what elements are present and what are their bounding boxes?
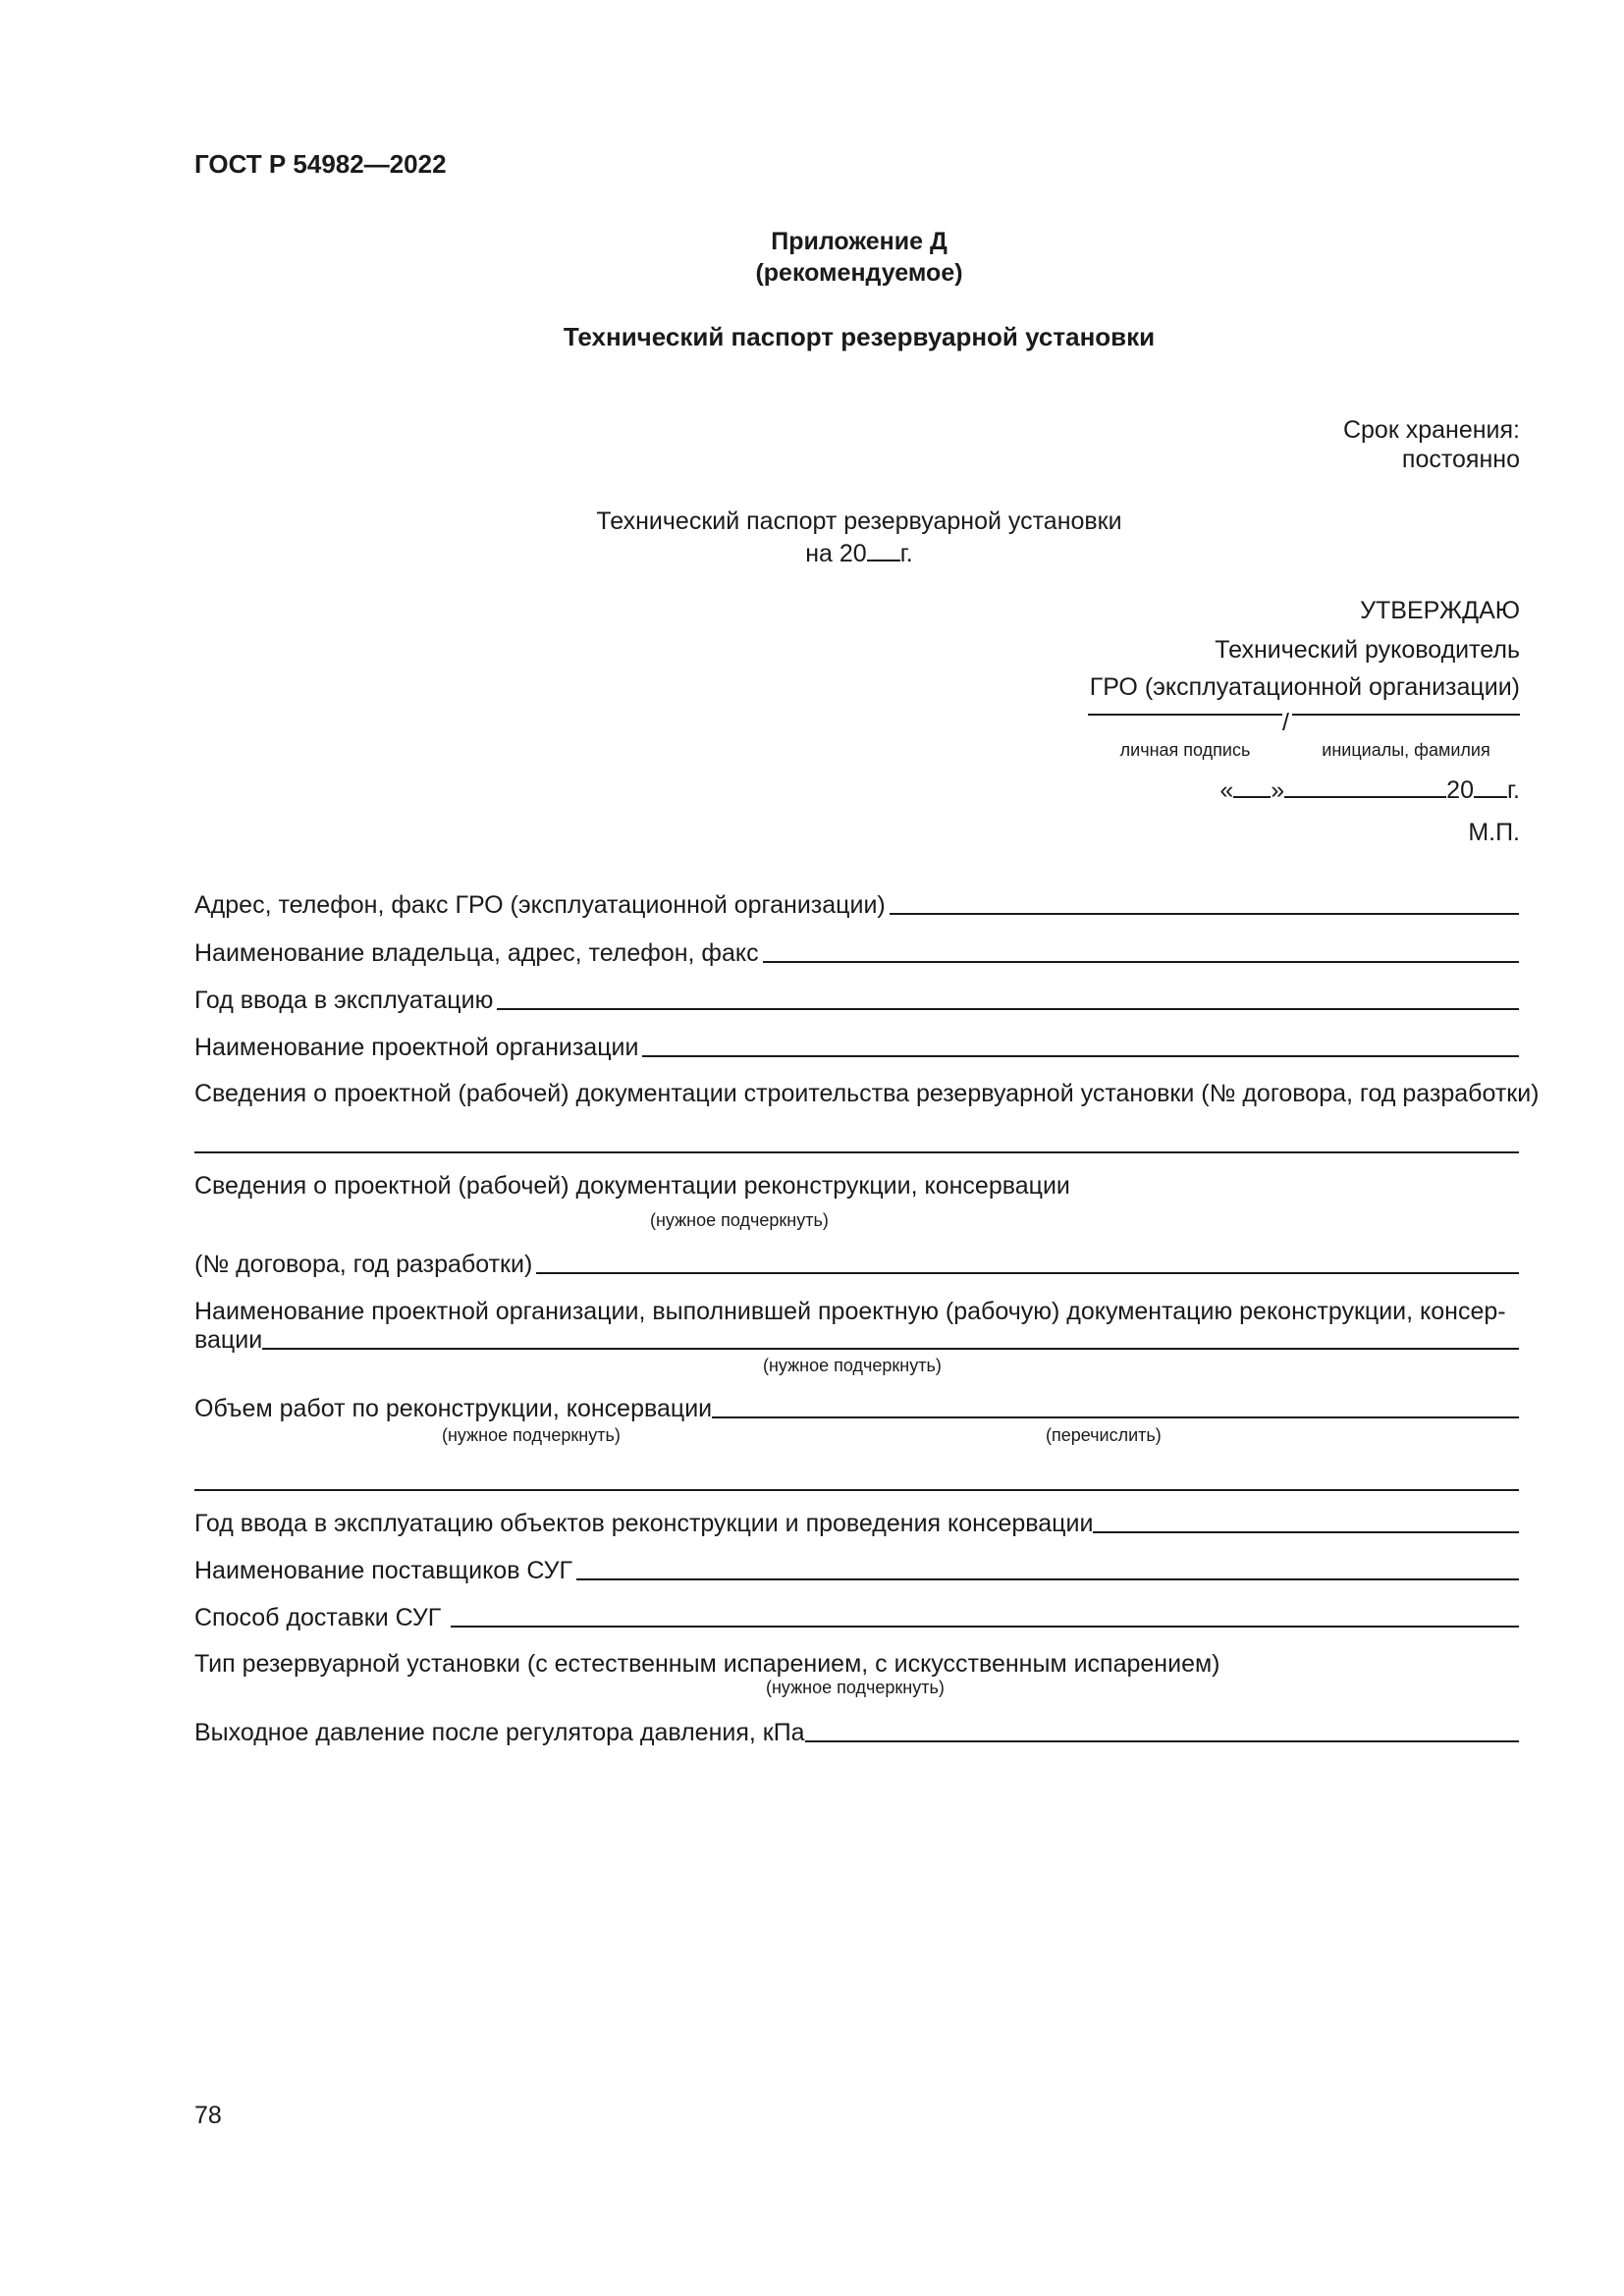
field-recon-org	[194, 1297, 1519, 1326]
field-owner-line[interactable]	[763, 961, 1519, 963]
field-design-docs-label: Сведения о проектной (рабочей) документации строительства резервуарной установки (№ договора, год разработки)	[194, 1080, 1540, 1107]
hint-underline-3: (нужное подчеркнуть)	[442, 1425, 621, 1445]
date-year-prefix: 20	[1446, 776, 1474, 804]
signature-slash: /	[1282, 709, 1289, 736]
hint-underline-1: (нужное подчеркнуть)	[650, 1210, 829, 1230]
field-design-docs	[194, 1079, 1540, 1108]
field-type-label: Тип резервуарной установки (с естественным испарением, с искусственным испарением)	[194, 1650, 1220, 1678]
field-recon-year-line[interactable]	[1093, 1531, 1519, 1533]
field-delivery-line[interactable]	[451, 1626, 1519, 1628]
field-recon-org-label-cont: вации	[194, 1326, 263, 1354]
field-pressure	[194, 1718, 1519, 1747]
field-recon-org-line[interactable]	[262, 1348, 1519, 1350]
page-number: 78	[194, 2102, 222, 2129]
field-contract-line[interactable]	[536, 1272, 1519, 1274]
field-delivery-label: Способ доставки СУГ	[194, 1604, 442, 1631]
field-type	[194, 1649, 1519, 1679]
field-address-line[interactable]	[890, 913, 1519, 915]
document-title: Технический паспорт резервуарной установки	[563, 322, 1156, 351]
field-recon-volume-line[interactable]	[712, 1416, 1519, 1418]
field-recon-docs	[194, 1171, 1519, 1201]
storage-value: постоянно	[1401, 446, 1520, 473]
hint-underline-4: (нужное подчеркнуть)	[766, 1678, 945, 1697]
field-recon-org-label: Наименование проектной организации, выполнившей проектную (рабочую) документацию реконструкции, консер-	[194, 1298, 1506, 1325]
field-pressure-line[interactable]	[805, 1740, 1519, 1742]
field-suppliers-line[interactable]	[576, 1578, 1519, 1580]
appendix-status: (рекомендуемое)	[755, 259, 963, 287]
date-suffix: г.	[1506, 776, 1520, 804]
approve-org: ГРО (эксплуатационной организации)	[1089, 673, 1520, 701]
field-suppliers-label: Наименование поставщиков СУГ	[194, 1557, 573, 1584]
hint-list: (перечислить)	[1046, 1425, 1162, 1445]
field-address	[194, 890, 1519, 920]
subtitle-line2	[0, 538, 1624, 568]
field-recon-year-label: Год ввода в эксплуатацию объектов реконструкции и проведения консервации	[194, 1510, 1094, 1537]
field-year-commission-label: Год ввода в эксплуатацию	[194, 987, 494, 1014]
subtitle-year-prefix: на 20	[805, 540, 867, 567]
signature-line[interactable]	[1088, 714, 1282, 716]
hint-underline-2: (нужное подчеркнуть)	[763, 1356, 942, 1375]
field-contract-label: (№ договора, год разработки)	[194, 1251, 533, 1278]
field-owner	[194, 938, 1519, 968]
date-quote-close: »	[1271, 776, 1285, 804]
field-recon-year	[194, 1509, 1519, 1538]
field-delivery	[194, 1603, 1519, 1632]
field-recon-docs-label: Сведения о проектной (рабочей) документации реконструкции, консервации	[194, 1172, 1070, 1200]
appendix-title: Приложение Д	[771, 228, 947, 255]
year-blank[interactable]	[1474, 774, 1507, 798]
field-owner-label: Наименование владельца, адрес, телефон, факс	[194, 939, 759, 967]
field-design-org	[194, 1033, 1519, 1062]
field-recon-volume	[194, 1394, 1519, 1423]
subtitle-line1: Технический паспорт резервуарной установки	[596, 507, 1122, 535]
day-blank[interactable]	[1233, 774, 1271, 798]
field-suppliers	[194, 1556, 1519, 1585]
field-pressure-label: Выходное давление после регулятора давления, кПа	[194, 1719, 805, 1746]
field-recon-volume-label: Объем работ по реконструкции, консервации	[194, 1395, 713, 1422]
field-year-commission	[194, 986, 1519, 1015]
field-year-commission-line[interactable]	[497, 1008, 1519, 1010]
standard-code: ГОСТ Р 54982—2022	[194, 149, 447, 179]
storage-label: Срок хранения:	[1342, 416, 1520, 444]
name-line[interactable]	[1292, 714, 1520, 716]
signature-hint: личная подпись	[1119, 740, 1251, 760]
field-recon-org-cont	[194, 1325, 1519, 1355]
field-address-label: Адрес, телефон, факс ГРО (эксплуатационной организации)	[194, 891, 886, 919]
field-recon-volume-line2[interactable]	[194, 1489, 1519, 1491]
seal-mark: М.П.	[1468, 819, 1520, 846]
field-design-org-line[interactable]	[642, 1055, 1519, 1057]
month-blank[interactable]	[1284, 774, 1446, 798]
approve-word: УТВЕРЖДАЮ	[1360, 597, 1520, 624]
date-quote-open: «	[1219, 776, 1234, 804]
approve-position: Технический руководитель	[1215, 636, 1520, 664]
field-design-org-label: Наименование проектной организации	[194, 1034, 639, 1061]
name-hint: инициалы, фамилия	[1322, 740, 1490, 760]
field-contract	[194, 1250, 1519, 1279]
year-blank[interactable]	[867, 538, 900, 561]
field-design-docs-line[interactable]	[194, 1151, 1519, 1153]
approve-date	[1080, 774, 1520, 805]
subtitle-year-suffix: г.	[899, 540, 913, 567]
